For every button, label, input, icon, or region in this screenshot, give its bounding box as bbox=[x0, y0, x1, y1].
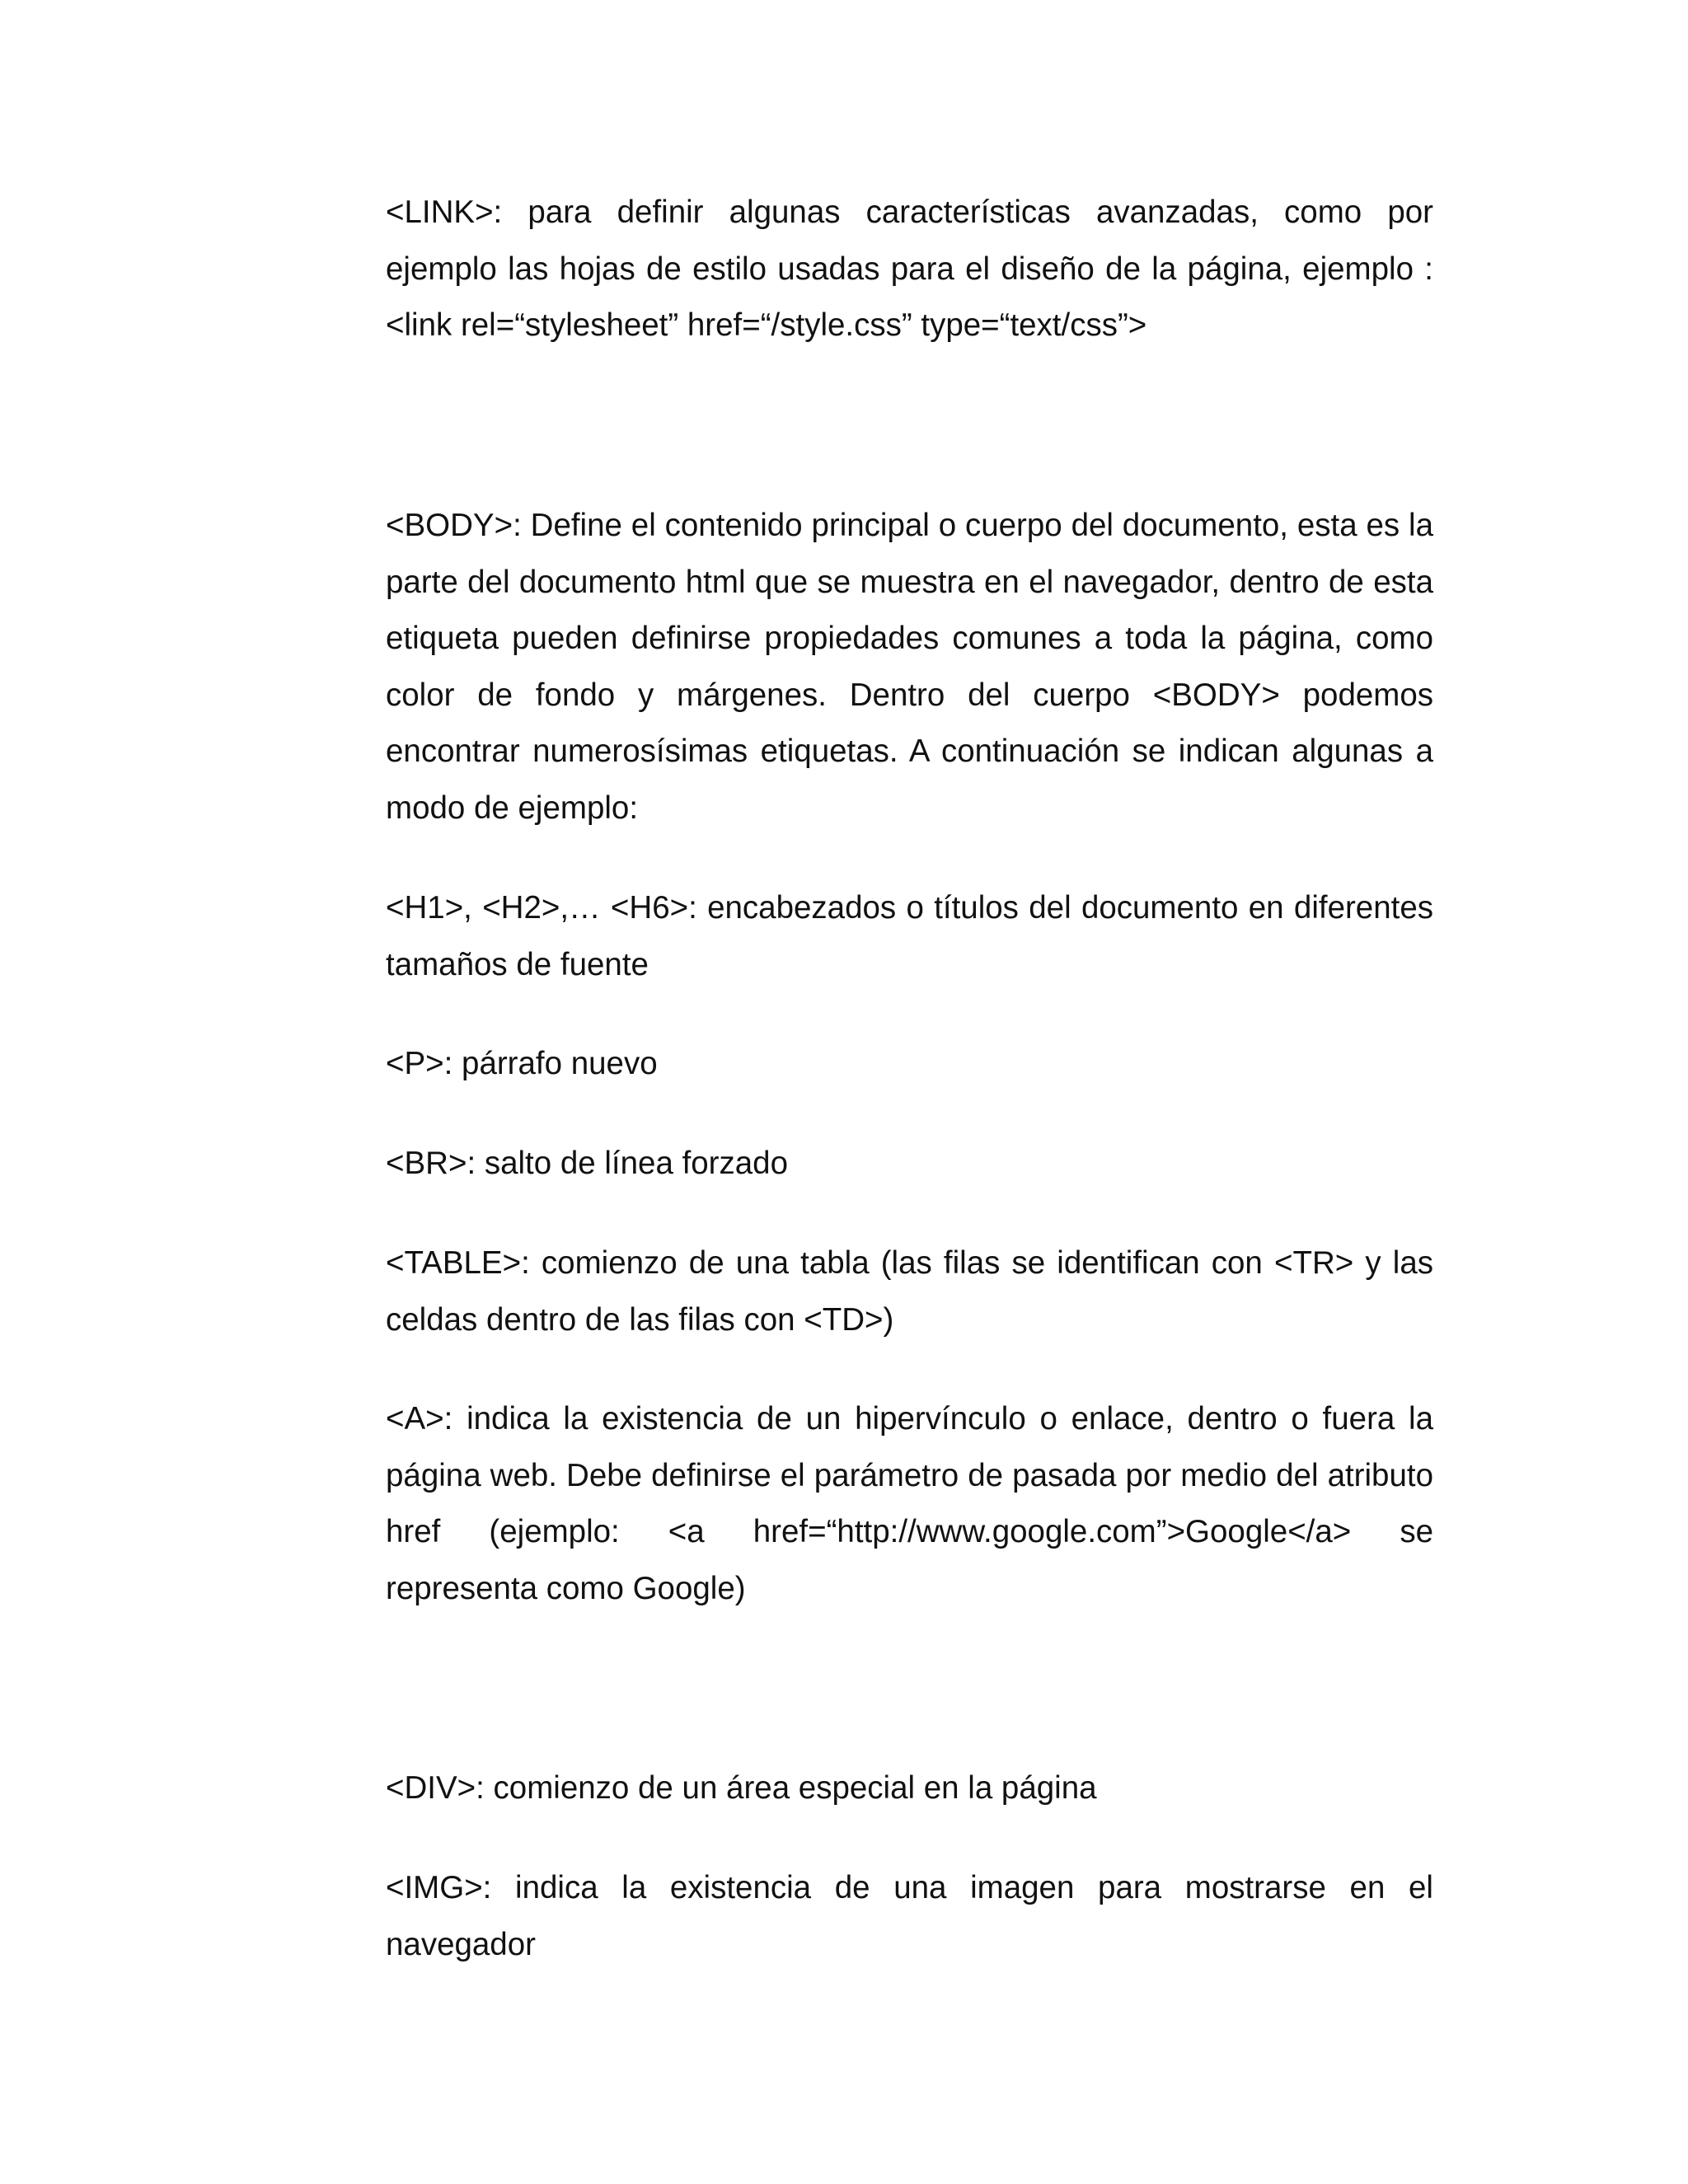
paragraph-table-tag: <TABLE>: comienzo de una tabla (las filas se identifican con <TR> y las celdas dentro de las filas con <TD>) bbox=[386, 1245, 1433, 1338]
paragraph-body-tag: <BODY>: Define el contenido principal o cuerpo del documento, esta es la parte del documento html que se muestra en el navegador, dentro de esta etiqueta pueden definirse propiedades comunes a toda la página, como color de fondo y márgenes. Dentro del cuerpo <BODY> podemos encontrar numerosísimas etiquetas. A continuación se indican algunas a modo de ejemplo: bbox=[386, 508, 1433, 826]
paragraph-img-tag: <IMG>: indica la existencia de una imagen para mostrarse en el navegador bbox=[386, 1870, 1433, 1962]
paragraph-br-tag: <BR>: salto de línea forzado bbox=[386, 1146, 788, 1181]
paragraph-heading-tags: <H1>, <H2>,… <H6>: encabezados o títulos del documento en diferentes tamaños de fuente bbox=[386, 890, 1433, 982]
paragraph-p-tag: <P>: párrafo nuevo bbox=[386, 1046, 658, 1081]
paragraph-link-tag: <LINK>: para definir algunas características avanzadas, como por ejemplo las hojas de estilo usadas para el diseño de la página, ejemplo :<link rel=“stylesheet” href=“/style.css” type=“text/css”> bbox=[386, 194, 1433, 343]
paragraph-div-tag: <DIV>: comienzo de un área especial en la página bbox=[386, 1770, 1097, 1806]
paragraph-a-tag: <A>: indica la existencia de un hipervínculo o enlace, dentro o fuera la página web. Debe definirse el parámetro de pasada por medio del atributo href (ejemplo: <a href=“http://www.google.com”>Google</a> se representa como Google) bbox=[386, 1401, 1433, 1606]
